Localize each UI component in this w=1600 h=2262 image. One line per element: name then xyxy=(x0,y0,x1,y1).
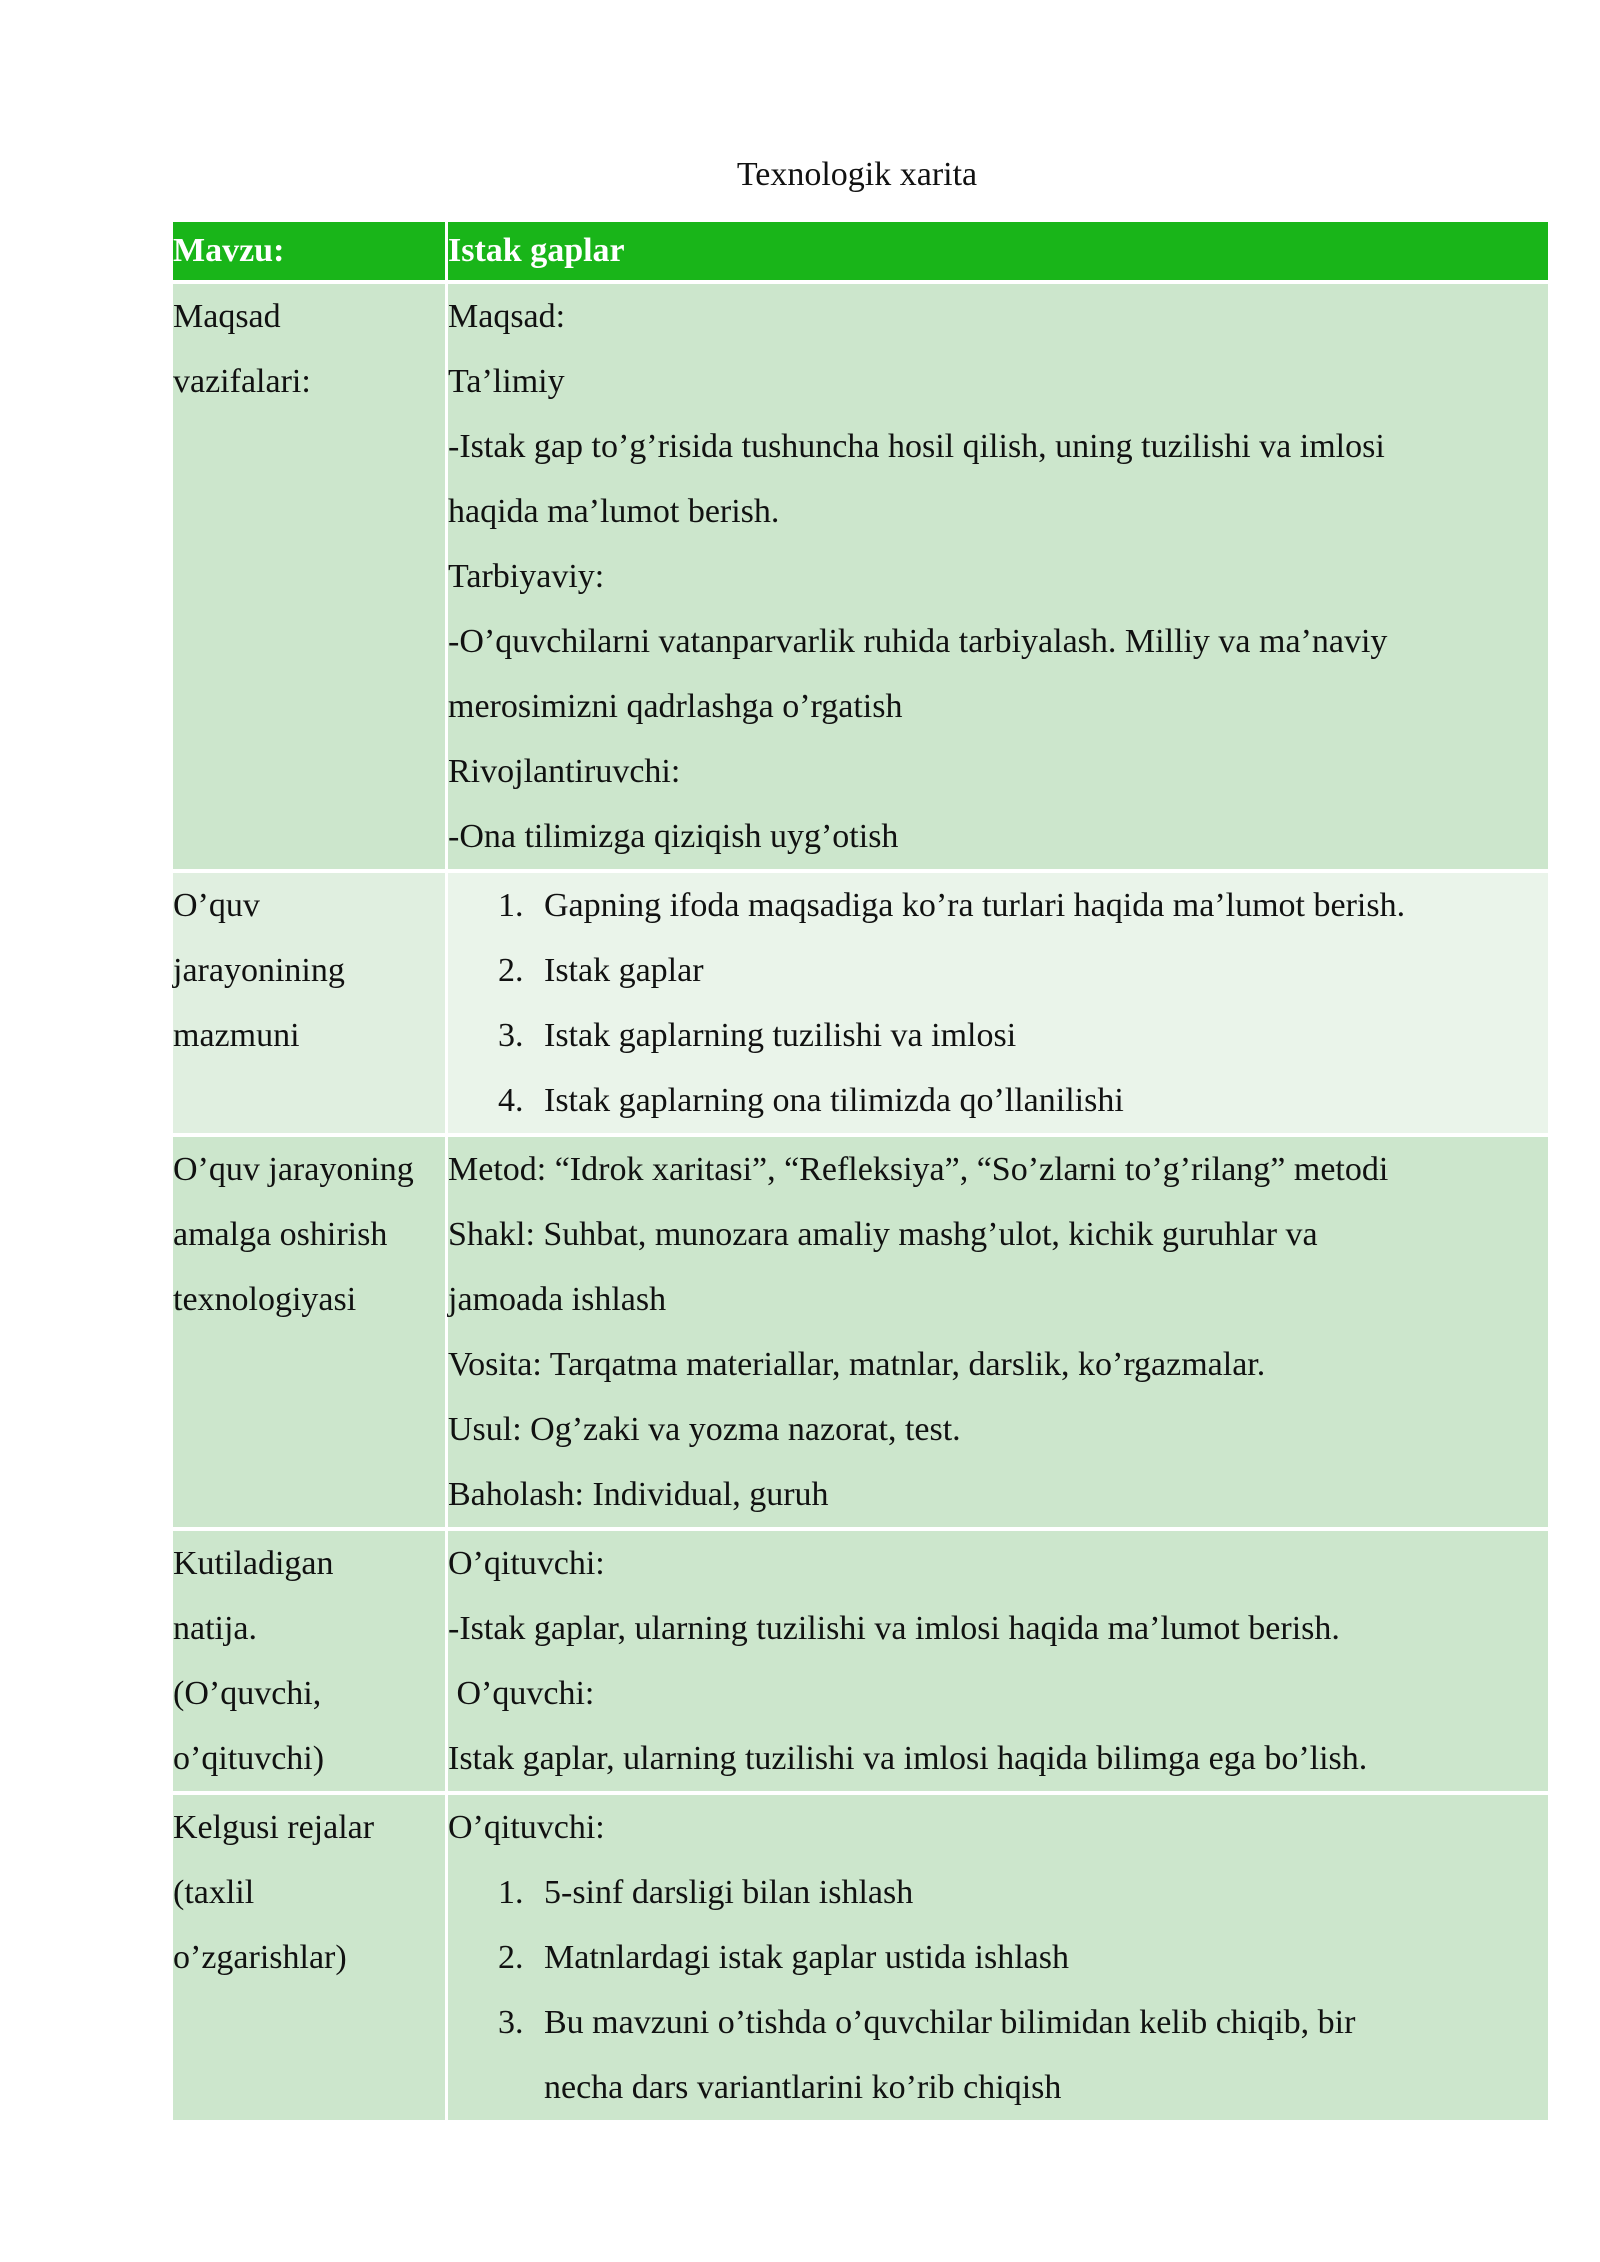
content-line: -Istak gaplar, ularning tuzilishi va imlosi haqida ma’lumot berish. xyxy=(448,1610,1340,1647)
content-line: -O’quvchilarni vatanparvarlik ruhida tarbiyalash. Milliy va ma’naviy xyxy=(448,623,1388,660)
list-number: 1. xyxy=(498,887,524,924)
content-line: Ta’limiy xyxy=(448,363,565,400)
content-line: Tarbiyaviy: xyxy=(448,558,605,595)
list-item xyxy=(448,1003,1548,1068)
content-row xyxy=(173,873,1548,1133)
list-number: 1. xyxy=(498,1874,524,1911)
outcome-label xyxy=(173,1531,445,1791)
list-item xyxy=(448,1860,1548,1925)
list-text: Gapning ifoda maqsadiga ko’ra turlari haqida ma’lumot berish. xyxy=(544,887,1406,924)
content-line: haqida ma’lumot berish. xyxy=(448,493,780,530)
label-line: (taxlil xyxy=(173,1874,255,1911)
list-number: 3. xyxy=(498,2004,524,2041)
label-line: o’zgarishlar) xyxy=(173,1939,347,1976)
label-line: Kelgusi rejalar xyxy=(173,1809,375,1846)
content-line: Maqsad: xyxy=(448,298,566,335)
topic-label: Mavzu: xyxy=(173,222,445,280)
content-line: Baholash: Individual, guruh xyxy=(448,1476,829,1513)
content-line: Rivojlantiruvchi: xyxy=(448,753,681,790)
list-text: Istak gaplar xyxy=(544,952,704,989)
content-label xyxy=(173,873,445,1133)
content-line: Usul: Og’zaki va yozma nazorat, test. xyxy=(448,1411,961,1448)
content-line: -Ona tilimizga qiziqish uyg’otish xyxy=(448,818,899,855)
label-line: natija. xyxy=(173,1610,258,1647)
content-line: Istak gaplar, ularning tuzilishi va imlosi haqida bilimga ega bo’lish. xyxy=(448,1740,1368,1777)
label-line: mazmuni xyxy=(173,1017,300,1054)
list-item xyxy=(448,873,1548,938)
content-line: -Istak gap to’g’risida tushuncha hosil qilish, uning tuzilishi va imlosi xyxy=(448,428,1385,465)
topic-row xyxy=(173,222,1548,280)
topic-value: Istak gaplar xyxy=(445,222,1548,280)
goals-label xyxy=(173,284,445,869)
label-line: O’quv jarayoning xyxy=(173,1151,414,1188)
plans-row xyxy=(173,1795,1548,2120)
technology-row xyxy=(173,1137,1548,1527)
list-text: Bu mavzuni o’tishda o’quvchilar bilimidan kelib chiqib, bir xyxy=(544,2004,1356,2041)
list-item-continuation: necha dars variantlarini ko’rib chiqish xyxy=(544,2069,1062,2106)
label-line: o’qituvchi) xyxy=(173,1740,325,1777)
plans-content xyxy=(445,1795,1548,2120)
content-line: jamoada ishlash xyxy=(448,1281,667,1318)
list-number: 2. xyxy=(498,1939,524,1976)
list-text: Istak gaplarning ona tilimizda qo’llanilishi xyxy=(544,1082,1124,1119)
numbered-list xyxy=(448,873,1548,1133)
list-number: 2. xyxy=(498,952,524,989)
content-line: O’qituvchi: xyxy=(448,1545,605,1582)
label-line: Maqsad xyxy=(173,298,281,335)
technology-label xyxy=(173,1137,445,1527)
label-line: jarayonining xyxy=(173,952,345,989)
list-item xyxy=(448,1925,1548,1990)
label-line: amalga oshirish xyxy=(173,1216,388,1253)
list-item xyxy=(448,1990,1548,2055)
content-line: merosimizni qadrlashga o’rgatish xyxy=(448,688,903,725)
numbered-list xyxy=(448,1860,1548,2055)
list-item xyxy=(448,938,1548,1003)
label-line: O’quv xyxy=(173,887,260,924)
list-number: 4. xyxy=(498,1082,524,1119)
outcome-content xyxy=(445,1531,1548,1791)
goals-row xyxy=(173,284,1548,869)
label-line: Kutiladigan xyxy=(173,1545,334,1582)
technology-content xyxy=(445,1137,1548,1527)
page-title: Texnologik xarita xyxy=(736,156,978,193)
content-line: Shakl: Suhbat, munozara amaliy mashg’ulot, kichik guruhlar va xyxy=(448,1216,1318,1253)
goals-content xyxy=(445,284,1548,869)
content-line: Vosita: Tarqatma materiallar, matnlar, darslik, ko’rgazmalar. xyxy=(448,1346,1266,1383)
content-line: O’quvchi: xyxy=(448,1675,595,1712)
content-line: O’qituvchi: xyxy=(448,1809,605,1846)
label-line: vazifalari: xyxy=(173,363,311,400)
outcome-row xyxy=(173,1531,1548,1791)
content-line: Metod: “Idrok xaritasi”, “Refleksiya”, “So’zlarni to’g’rilang” metodi xyxy=(448,1151,1389,1188)
list-text: Istak gaplarning tuzilishi va imlosi xyxy=(544,1017,1017,1054)
label-line: texnologiyasi xyxy=(173,1281,357,1318)
content-list-cell xyxy=(445,873,1548,1133)
label-line: (O’quvchi, xyxy=(173,1675,322,1712)
list-number: 3. xyxy=(498,1017,524,1054)
list-text: Matnlardagi istak gaplar ustida ishlash xyxy=(544,1939,1069,1976)
list-text: 5-sinf darsligi bilan ishlash xyxy=(544,1874,914,1911)
list-item xyxy=(448,1068,1548,1133)
lesson-map-table xyxy=(173,218,1548,2124)
plans-label xyxy=(173,1795,445,2120)
